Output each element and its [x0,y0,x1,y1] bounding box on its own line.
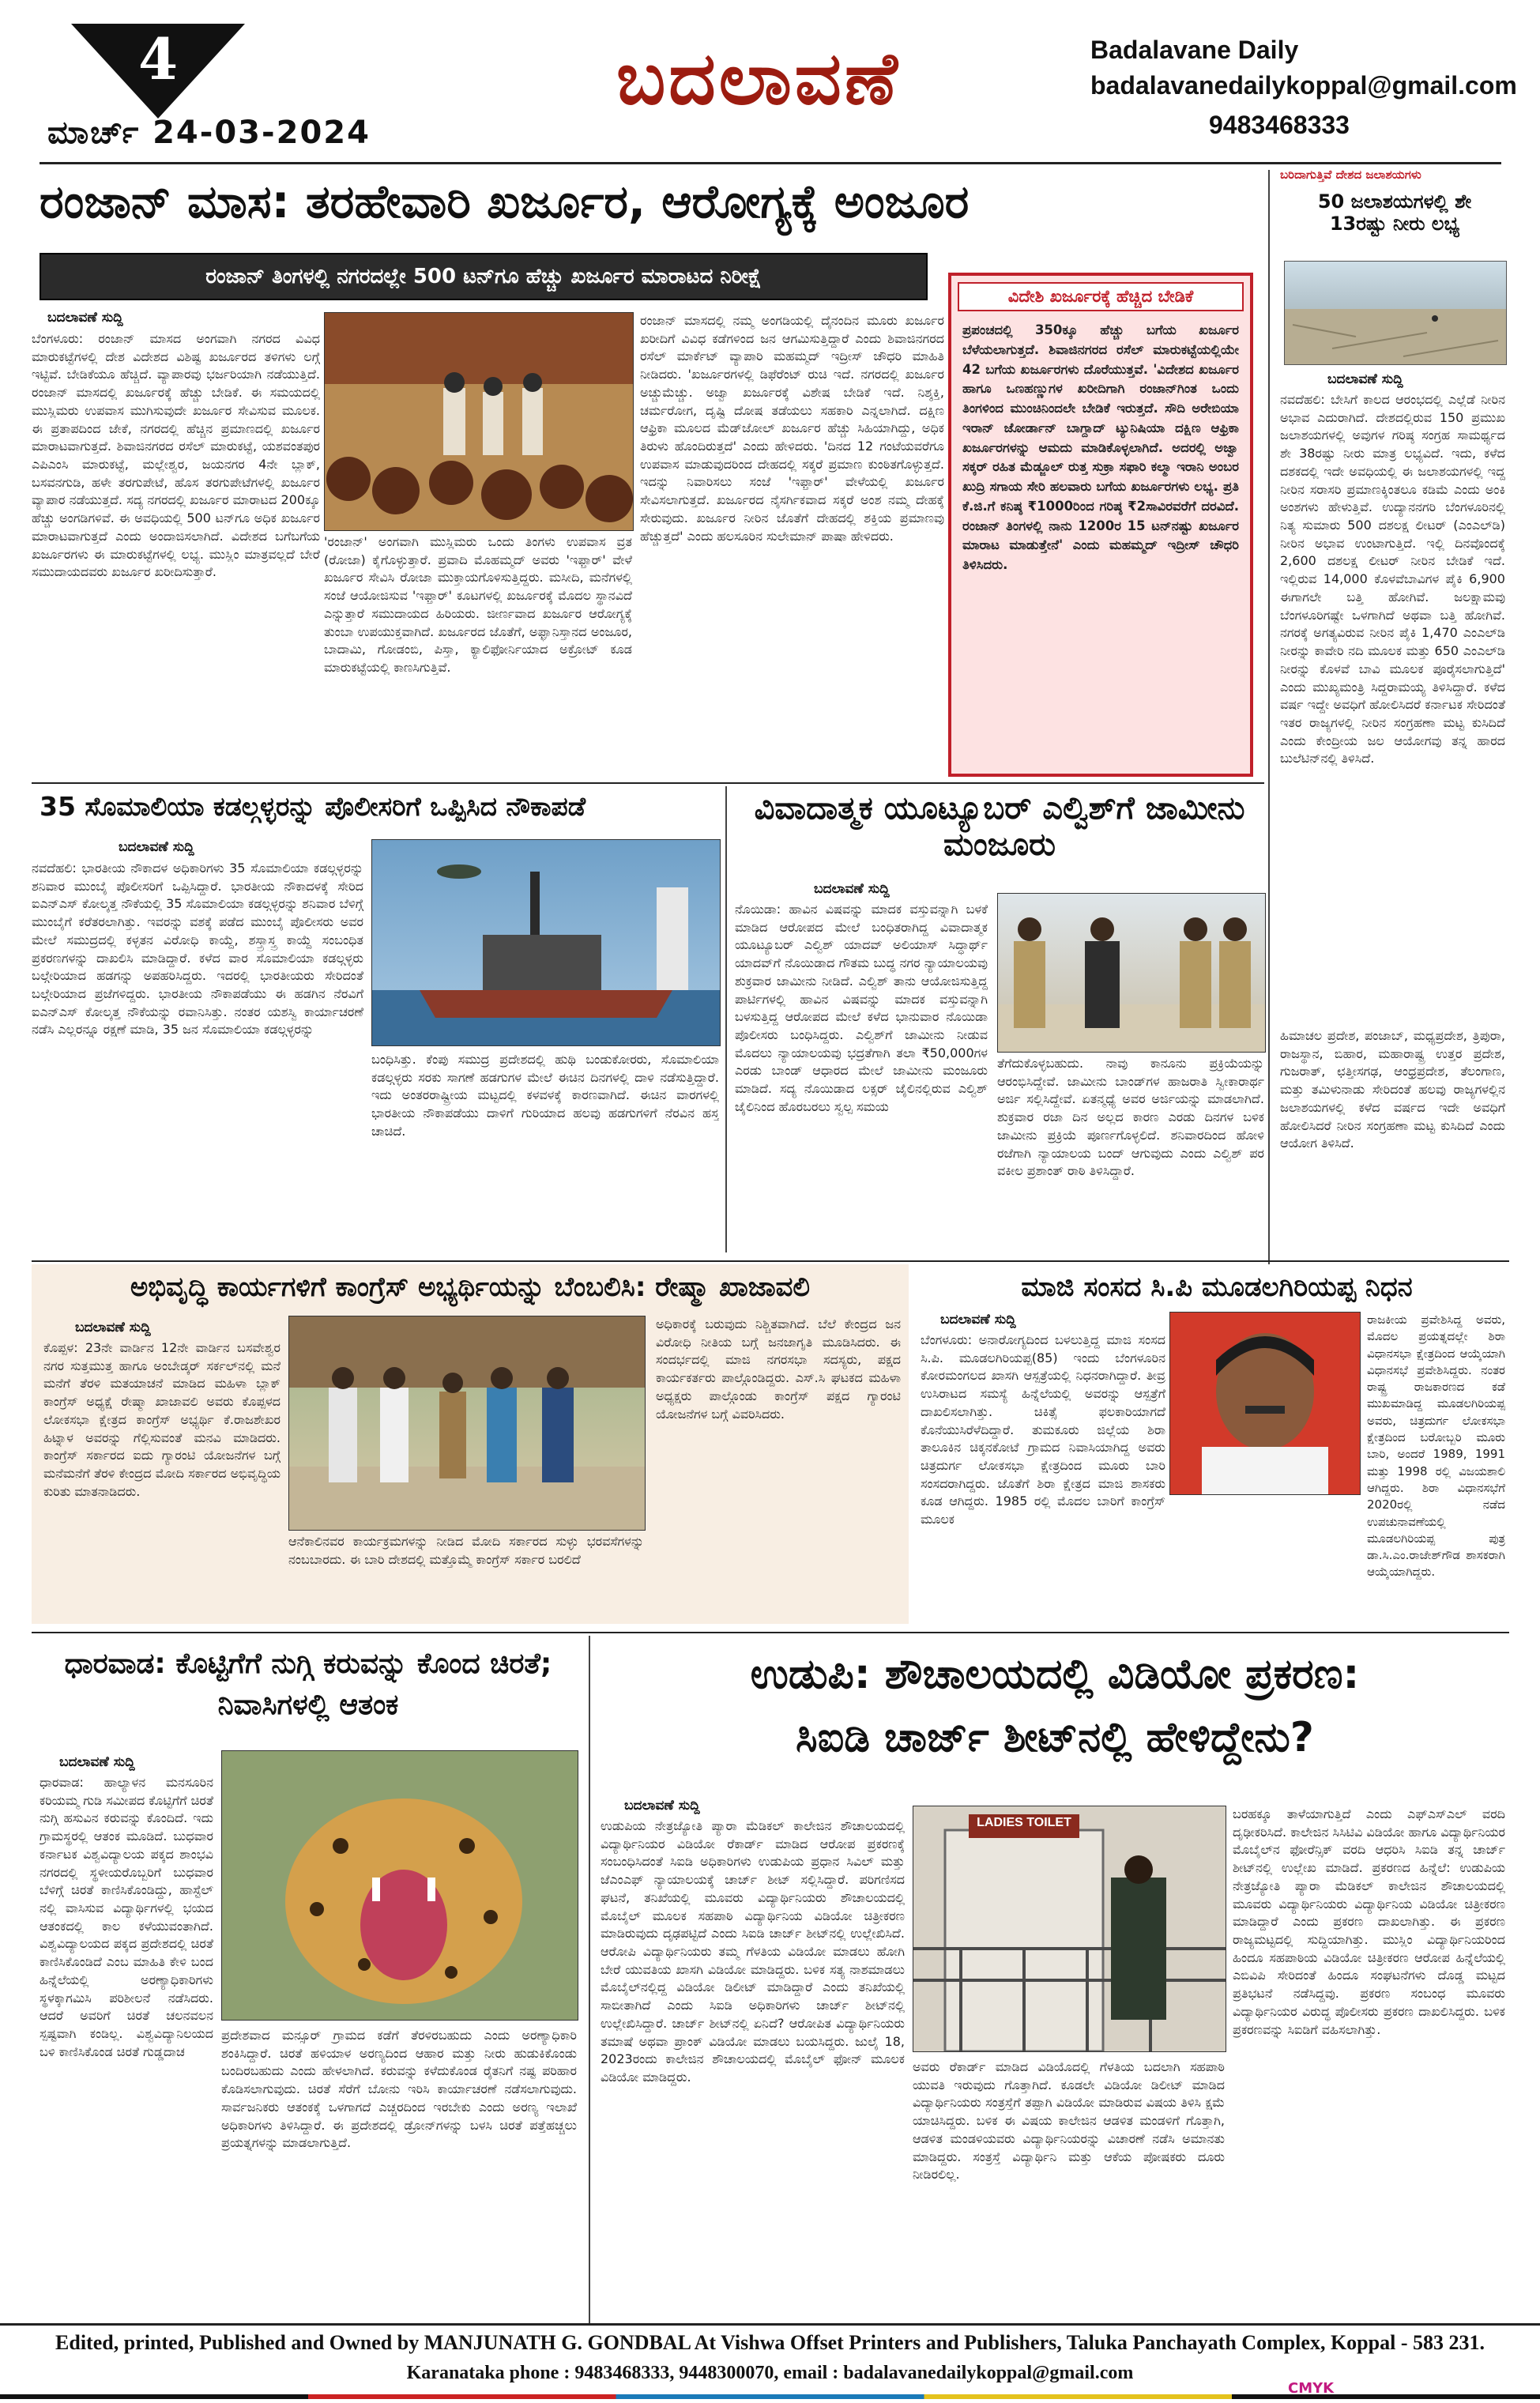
somali-text-1: ನವದೆಹಲಿ: ಭಾರತೀಯ ನೌಕಾದಳ ಅಧಿಕಾರಿಗಳು 35 ಸೊಮಾಲಿಯಾ ಕಡಲ್ಗಳ್ಳರನ್ನು ಶನಿವಾರ ಮುಂಬೈ ಪೊಲೀಸರಿಗೆ ಒಪ್ಪಿಸಿದ್ದಾರೆ. ಭಾರತೀಯ ನೌಕಾದಳಕ್ಕೆ ಸೇರಿದ ಐಎನ್ಎಸ್ ಕೋಲ್ಕತ್ತ ನೌಕೆಯಲ್ಲಿ 35 ಸೊಮಾಲಿಯಾ ಕಡಲ್ಗಳ್ಳರನ್ನು ಶನಿವಾರ ಬೆಳಿಗ್ಗೆ ಮುಂಬೈಗೆ ಕರೆತರಲಾಗಿತ್ತು. ಇವರನ್ನು ವಶಕ್ಕೆ ಪಡೆದ ಮುಂಬೈ ಪೊಲೀಸರು ಅವರ ಮೇಲೆ ಸಮುದ್ರದಲ್ಲಿ ಕಳ್ಳತನ ವಿರೋಧಿ ಕಾಯ್ದೆ, ಶಸ್ತ್ರಾಸ್ತ್ರ ಕಾಯ್ದೆ ಸಂಬಂಧಿತ ಪ್ರಕರಣಗಳನ್ನು ದಾಖಲಿಸಿ ಮಾಡಿದ್ದಾರೆ. ಕಳೆದ ವಾರ ಸೊಮಾಲಿಯಾ ಕಡಲ್ಗಳ್ಳರು ಬಲ್ಗೇರಿಯಾದ ಹಡಗನ್ನು ಅಪಹರಿಸಿದ್ದರು. ಇದರಲ್ಲಿ ಭಾರತೀಯರು ಸೇರಿದಂತೆ ಬಲ್ಗೇರಿಯಾದ ಪ್ರಜೆಗಳಿದ್ದರು. ಭಾರತೀಯ ನೌಕಾಪಡೆಯು ಈ ಹಡಗಿನ ನೆರವಿಗೆ ಐಎನ್ಎಸ್ ಕೋಲ್ಕತ್ತ ನೌಕೆಯನ್ನು ರವಾನಿಸಿತ್ತು. ನಂತರ ಯಶಸ್ವಿ ಕಾರ್ಯಾಚರಣೆ ನಡೆಸಿ ಎಲ್ಲರನ್ನೂ ರಕ್ಷಣೆ ಮಾಡಿ, 35 ಜನ ಸೊಮಾಲಿಯಾ ಕಡಲ್ಗಳ್ಳರನ್ನು [32,861,363,1038]
somali-text-2: ಬಂಧಿಸಿತ್ತು. ಕೆಂಪು ಸಮುದ್ರ ಪ್ರದೇಶದಲ್ಲಿ ಹುಥಿ ಬಂಡುಕೋರರು, ಸೊಮಾಲಿಯಾ ಕಡಲ್ಗಳ್ಳರು ಸರಕು ಸಾಗಣೆ ಹಡಗುಗಳ ಮೇಲೆ ಈಚಿನ ದಿನಗಳಲ್ಲಿ ದಾಳಿ ನಡೆಸುತ್ತಿದ್ದಾರೆ. ಇದು ಅಂತರರಾಷ್ಟ್ರೀಯ ಮಟ್ಟದಲ್ಲಿ ಕಳವಳಕ್ಕೆ ಕಾರಣವಾಗಿದೆ. ಈಚಿನ ವಾರಗಳಲ್ಲಿ ಭಾರತೀಯ ನೌಕಾಪಡೆಯು ದಾಳಿಗೆ ಗುರಿಯಾದ ಹಲವು ಹಡಗುಗಳಿಗೆ ನೆರವಿನ ಹಸ್ತ ಚಾಚಿದೆ. [371,1052,719,1139]
masthead-rule [40,162,1501,164]
lead-text-col3: ರಂಜಾನ್ ಮಾಸದಲ್ಲಿ ನಮ್ಮ ಅಂಗಡಿಯಲ್ಲಿ ದೈನಂದಿನ ಮೂರು ಖರ್ಜೂರ ಖರೀದಿಗೆ ವಿವಿಧ ಕಡೆಗಳಿಂದ ಜನ ಆಗಮಿಸುತ್ತಿದ್ದಾರೆ ಎಂದು ಶಿವಾಜಿನಗರದ ರಸೆಲ್ ಮಾರ್ಕೆಟ್ ವ್ಯಾಪಾರಿ ಮಹಮ್ಮದ್ ಇದ್ರೀಸ್ ಚೌಧರಿ ಮಾಹಿತಿ ನೀಡಿದರು. 'ಖರ್ಜೂರಗಳಲ್ಲಿ ಡಿಫೆರೆಂಟ್ ರುಚಿ ಇದೆ. ನಗರದಲ್ಲಿ ಖರ್ಜೂರ ಅಚ್ಚುಮೆಚ್ಚು. ಅಜ್ವಾ ಖರ್ಜೂರಕ್ಕೆ ವಿಶೇಷ ಬೇಡಿಕೆ ಇದೆ. ನಿಶ್ಶಕ್ತಿ, ಚರ್ಮರೋಗ, ದೃಷ್ಟಿ ದೋಷ ತಡೆಯಲು ಸಹಕಾರಿ ಎನ್ನಲಾಗಿದೆ. ದಕ್ಷಿಣ ಆಫ್ರಿಕಾ ಮೂಲದ ಮೆಡ್‌ಜೋಲ್ ಖರ್ಜೂರ ಹೆಚ್ಚು ಸಿಹಿಯಾಗಿದ್ದು, ಅಧಿಕ ತಿರುಳು ಹೊಂದಿರುತ್ತದೆ' ಎಂದು ಹೇಳಿದರು. 'ದಿನದ 12 ಗಂಟೆಯವರೆಗೂ ಉಪವಾಸ ಮಾಡುವುದರಿಂದ ದೇಹದಲ್ಲಿ ಸಕ್ಕರೆ ಪ್ರಮಾಣ ಕುಂಠಿತಗೊಳ್ಳುತ್ತದೆ. ಇದನ್ನು ನಿವಾರಿಸಲು ಸಂಜೆ 'ಇಫ್ತಾರ್' ವೇಳೆಯಲ್ಲಿ ಖರ್ಜೂರ ಸೇವಿಸಲಾಗುತ್ತದೆ. ಖರ್ಜೂರದ ನೈಸರ್ಗಿಕವಾದ ಸಕ್ಕರೆ ಅಂಶ ನಮ್ಮ ದೇಹಕ್ಕೆ ಸೇರುವುದು. ಖರ್ಜೂರ ನೀರಿನ ಜೊತೆಗೆ ದೇಹದಲ್ಲಿ ಶಕ್ತಿಯ ಪ್ರಮಾಣವು ಹೆಚ್ಚುತ್ತದೆ' ಎಂದು ಹಲಸೂರಿನ ಸುಲೇಮಾನ್ ಪಾಷಾ ಹೇಳಿದರು. [640,313,944,544]
congress-headline: ಅಭಿವೃದ್ಧಿ ಕಾರ್ಯಗಳಿಗೆ ಕಾಂಗ್ರೆಸ್ ಅಭ್ಯರ್ಥಿಯನ್ನು ಬೆಂಬಲಿಸಿ: ರೇಷ್ಮಾ ಖಾಜಾವಲಿ [130,1271,811,1303]
police-escort-illustration [998,894,1265,1052]
udupi-headline-1: ಉಡುಪಿ: ಶೌಚಾಲಯದಲ್ಲಿ ವಿಡಿಯೋ ಪ್ರಕರಣ: [750,1651,1360,1698]
right-text-1: ನವದೆಹಲಿ: ಬೇಸಿಗೆ ಕಾಲದ ಆರಂಭದಲ್ಲಿ ಎಲ್ಲೆಡೆ ನೀರಿನ ಅಭಾವ ಎದುರಾಗಿದೆ. ದೇಶದಲ್ಲಿರುವ 150 ಪ್ರಮುಖ ಜಲಾಶಯಗಳಲ್ಲಿ ಅವುಗಳ ಗರಿಷ್ಠ ಸಂಗ್ರಹ ಸಾಮರ್ಥ್ಯದ ಶೇ 38ರಷ್ಟು ನೀರು ಮಾತ್ರ ಲಭ್ಯವಿದೆ. ಇದು, ಕಳೆದ ದಶಕದಲ್ಲಿ ಇದೇ ಅವಧಿಯಲ್ಲಿ ಈ ಜಲಾಶಯಗಳಲ್ಲಿ ಇದ್ದ ನೀರಿನ ಸರಾಸರಿ ಪ್ರಮಾಣಕ್ಕಿಂತಲೂ ಕಡಿಮೆ ಎಂದು ಅಂಕಿ ಅಂಶಗಳು ಹೇಳುತ್ತಿವೆ. ಉದ್ಯಾನನಗರಿ ಬೆಂಗಳೂರಿನಲ್ಲಿ ನಿತ್ಯ ಸುಮಾರು 500 ದಶಲಕ್ಷ ಲೀಟರ್ (ಎಂಎಲ್‌ಡಿ) ನೀರಿನ ಅಭಾವ ಉಂಟಾಗುತ್ತಿದೆ. ಇಲ್ಲಿ ದಿನವೊಂದಕ್ಕೆ 2,600 ದಶಲಕ್ಷ ಲೀಟರ್ ನೀರಿನ ಬೇಡಿಕೆ ಇದೆ. ಇಲ್ಲಿರುವ 14,000 ಕೊಳವೆಬಾವಿಗಳ ಪೈಕಿ 6,900 ಈಗಾಗಲೇ ಬತ್ತಿ ಹೋಗಿವೆ. ಜಲಕ್ಷಾಮವು ಬೆಂಗಳೂರಿಗಷ್ಟೇ ಒಳಗಾಗಿದೆ ಅಥವಾ ಬತ್ತಿ ಹೋಗಿವೆ. ನಗರಕ್ಕೆ ಅಗತ್ಯವಿರುವ ನೀರಿನ ಪೈಕಿ 1,470 ಎಂಎಲ್‌ಡಿ ನೀರನ್ನು ಕಾವೇರಿ ನದಿ ಮೂಲಕ ಮತ್ತು 650 ಎಂಎಲ್‌ಡಿ ನೀರನ್ನು ಕೊಳವೆ ಬಾವಿ ಮೂಲಕ ಪೂರೈಸಲಾಗುತ್ತಿದೆ' ಎಂದು ಮುಖ್ಯಮಂತ್ರಿ ಸಿದ್ದರಾಮಯ್ಯ ತಿಳಿಸಿದ್ದಾರೆ. ಕಳೆದ ವರ್ಷ ಇದ್ದೇ ಅವಧಿಗೆ ಹೋಲಿಸಿದರೆ ಕರ್ನಾಟಕ ಸೇರಿದಂತೆ ಇತರ ರಾಜ್ಯಗಳಲ್ಲಿ ನೀರಿನ ಸಂಗ್ರಹಣಾ ಮಟ್ಟ ಕುಸಿದಿದೆ ಎಂದು ಕೇಂದ್ರೀಯ ಜಲ ಆಯೋಗವು ತನ್ನ ಹಾರದ ಬುಲೆಟಿನ್‌ನಲ್ಲಿ ತಿಳಿಸಿದೆ. [1280,392,1505,766]
right-text-2: ಹಿಮಾಚಲ ಪ್ರದೇಶ, ಪಂಜಾಬ್, ಮಧ್ಯಪ್ರದೇಶ, ತ್ರಿಪುರಾ, ರಾಜಸ್ಥಾನ, ಬಿಹಾರ, ಮಹಾರಾಷ್ಟ್ರ ಉತ್ತರ ಪ್ರದೇಶ, ಗುಜರಾತ್, ಛತ್ತೀಸಗಢ, ಆಂಧ್ರಪ್ರದೇಶ, ತೆಲಂಗಾಣ, ಮತ್ತು ತಮಿಳುನಾಡು ಸೇರಿದಂತೆ ಹಲವು ರಾಜ್ಯಗಳಲ್ಲಿನ ಜಲಾಶಯಗಳಲ್ಲಿ ಕಳೆದ ವರ್ಷದ ಇದೇ ಅವಧಿಗೆ ಹೋಲಿಸಿದರೆ ನೀರಿನ ಸಂಗ್ರಹಣಾ ಮಟ್ಟ ಕುಸಿದಿದೆ ಎಂದು ಆಯೋಗ ತಿಳಿಸಿದೆ. [1280,1028,1505,1151]
lead-text-col1: ಬೆಂಗಳೂರು: ರಂಜಾನ್ ಮಾಸದ ಅಂಗವಾಗಿ ನಗರದ ವಿವಿಧ ಮಾರುಕಟ್ಟೆಗಳಲ್ಲಿ ದೇಶ ವಿದೇಶದ ವಿಶಿಷ್ಟ ಖರ್ಜೂರದ ತಳಿಗಳು ಲಗ್ಗೆ ಇಟ್ಟಿವೆ. ಬೇಡಿಕೆಯೂ ಹೆಚ್ಚಿದೆ. ವ್ಯಾಪಾರವು ಭರ್ಜರಿಯಾಗಿ ನಡೆಯುತ್ತಿದೆ. ರಂಜಾನ್ ಮಾಸದಲ್ಲಿ ಖರ್ಜೂರಕ್ಕೆ ಹೆಚ್ಚು ಬೇಡಿಕೆ. ಈ ಸಮಯದಲ್ಲಿ ಮುಸ್ಲಿಮರು ಉಪವಾಸ ಮುಗಿಸುವುದೇ ಖರ್ಜೂರ ಸೇವಿಸುವ ಮೂಲಕ. ಈ ಪ್ರತಾಪದಿಂದ ಜೇಕೆ, ನಗರದಲ್ಲಿ ಹೆಚ್ಚಿನ ಪ್ರಮಾಣದಲ್ಲಿ ಖರ್ಜೂರ ಮಾರಾಟವಾಗುತ್ತದೆ. ಶಿವಾಜಿನಗರದ ರಸೆಲ್ ಮಾರುಕಟ್ಟೆ, ಯಶವಂತಪುರ ಎಪಿಎಂಸಿ ಮಾರುಕಟ್ಟೆ, ಮಲ್ಲೇಶ್ವರ, ಜಯನಗರ 4ನೇ ಬ್ಲಾಕ್, ಬಸವನಗುಡಿ, ಹಳೇ ತರಗುಪೇಟೆ, ಹೊಸ ತರಗುಪೇಟೆಗಳಲ್ಲಿ ಖರ್ಜೂರ ವ್ಯಾಪಾರ ನಡೆಯುತ್ತದೆ. ಸದ್ಯ ನಗರದಲ್ಲಿ ಖರ್ಜೂರ ಮಾರಾಟದ 200ಕ್ಕೂ ಹೆಚ್ಚು ಅಂಗಡಿಗಳಿವೆ. ಈ ಅವಧಿಯಲ್ಲಿ 500 ಟನ್‌ಗೂ ಅಧಿಕ ಖರ್ಜೂರ ಮಾರಾಟವಾಗುತ್ತದೆ ಎಂದು ಅಂದಾಜಿಸಲಾಗಿದೆ. ವಿದೇಶದ ಬಗೆಬಗೆಯ ಖರ್ಜೂರಗಳು ಈ ಮಾರುಕಟ್ಟೆಗಳಲ್ಲಿ ಲಭ್ಯ. ಮುಸ್ಲಿಂ ಮಾತ್ರವಲ್ಲದೆ ಬೇರೆ ಸಮುದಾಯದವರು ಖರ್ಜೂರ ಖರೀದಿಸುತ್ತಾರೆ. [32,331,320,580]
congress-byline: ಬದಲಾವಣೆ ಸುದ್ದಿ [75,1320,151,1335]
udupi-text-3: ಬರಹಕ್ಕೂ ತಾಳೆಯಾಗುತ್ತಿದೆ ಎಂದು ಎಫ್ಎಸ್ಎಲ್ ವರದಿ ದೃಢೀಕರಿಸಿದೆ. ಕಾಲೇಜಿನ ಸಿಸಿಟಿವಿ ವಿಡಿಯೋ ಹಾಗೂ ವಿದ್ಯಾರ್ಥಿನಿಯರ ಮೊಬೈಲ್‌ನ ಫೋರೆನ್ಸಿಕ್ ವರದಿ ಆಧರಿಸಿ ಸಿಐಡಿ ತನ್ನ ಚಾರ್ಜ್ ಶೀಟ್‌ನಲ್ಲಿ ಉಲ್ಲೇಖ ಮಾಡಿದೆ. ಪ್ರಕರಣದ ಹಿನ್ನೆಲೆ: ಉಡುಪಿಯ ನೇತ್ರಜ್ಯೋತಿ ಪ್ಯಾರಾ ಮೆಡಿಕಲ್ ಕಾಲೇಜಿನ ಶೌಚಾಲಯದಲ್ಲಿ ಮೂವರು ವಿದ್ಯಾರ್ಥಿನಿಯರು ವಿದ್ಯಾರ್ಥಿನಿಯ ವಿಡಿಯೋ ಚಿತ್ರೀಕರಣ ಮಾಡಿದ್ದಾರೆ ಎಂದು ಪ್ರಕರಣ ದಾಖಲಾಗಿತ್ತು. ಈ ಪ್ರಕರಣ ರಾಜ್ಯಮಟ್ಟದಲ್ಲಿ ಸುದ್ದಿಯಾಗಿತ್ತು. ಮುಸ್ಲಿಂ ವಿದ್ಯಾರ್ಥಿನಿಯರಿಂದ ಹಿಂದೂ ಸಹಪಾಠಿಯ ವಿಡಿಯೋ ಚಿತ್ರೀಕರಣ ಆರೋಪ ಹಿನ್ನೆಲೆಯಲ್ಲಿ ಎಬಿವಿಪಿ ಸೇರಿದಂತೆ ಹಿಂದೂ ಸಂಘಟನೆಗಳು ದೊಡ್ಡ ಮಟ್ಟದ ಪ್ರತಿಭಟನೆ ನಡೆಸಿದ್ದವು. ಪ್ರಕರಣ ಸಂಬಂಧ ಮೂವರು ವಿದ್ಯಾರ್ಥಿನಿಯರ ವಿರುದ್ಧ ಪೊಲೀಸರು ಪ್ರಕರಣ ದಾಖಲಿಸಿದ್ದರು. ಬಳಿಕ ಪ್ರಕರಣವನ್ನು ಸಿಐಡಿಗೆ ವಹಿಸಲಾಗಿತ್ತು. [1233,1806,1505,2037]
campaign-photo [288,1316,646,1531]
leopard-byline: ಬದಲಾವಣೆ ಸುದ್ದಿ [59,1754,135,1770]
contact-email[interactable]: badalavanedailykoppal@gmail.com [1090,71,1517,100]
dates-market-photo [324,312,634,531]
dry-reservoir-illustration [1285,262,1506,364]
row2-rule [32,782,1264,784]
udupi-byline: ಬದಲಾವಣೆ ಸುದ್ದಿ [624,1798,700,1814]
contact-phone: 9483468333 [1209,111,1350,139]
obituary-text-2: ರಾಜಕೀಯ ಪ್ರವೇಶಿಸಿದ್ದ ಅವರು, ಮೊದಲ ಪ್ರಯತ್ನದಲ್ಲೇ ಶಿರಾ ವಿಧಾನಸಭಾ ಕ್ಷೇತ್ರದಿಂದ ಆಯ್ಕೆಯಾಗಿ ವಿಧಾನಸಭೆ ಪ್ರವೇಶಿಸಿದ್ದರು. ನಂತರ ರಾಷ್ಟ್ರ ರಾಜಕಾರಣದ ಕಡೆ ಮುಖಮಾಡಿದ್ದ ಮೂಡಲಗಿರಿಯಪ್ಪ ಅವರು, ಚಿತ್ರದುರ್ಗ ಲೋಕಸಭಾ ಕ್ಷೇತ್ರದಿಂದ ಬರೋಬ್ಬರಿ ಮೂರು ಬಾರಿ, ಅಂದರೆ 1989, 1991 ಮತ್ತು 1998 ರಲ್ಲಿ ವಿಜಯಶಾಲಿ ಆಗಿದ್ದರು. ಶಿರಾ ವಿಧಾನಸಭೆಗೆ 2020ರಲ್ಲಿ ನಡೆದ ಉಪಚುನಾವಣೆಯಲ್ಲಿ ಮೂಡಲಗಿರಿಯಪ್ಪ ಪುತ್ರ ಡಾ.ಸಿ.ಎಂ.ರಾಜೇಶ್‌ಗೌಡ ಶಾಸಕರಾಗಿ ಆಯ್ಕೆಯಾಗಿದ್ದರು. [1367,1313,1505,1580]
congress-text-3: ಅಧಿಕಾರಕ್ಕೆ ಬರುವುದು ನಿಶ್ಚಿತವಾಗಿದೆ. ಬೆಲೆ ಕೇಂದ್ರದ ಜನ ವಿರೋಧಿ ನೀತಿಯ ಬಗ್ಗೆ ಜನಜಾಗೃತಿ ಮೂಡಿಸಿದರು. ಈ ಸಂದರ್ಭದಲ್ಲಿ ಮಾಜಿ ನಗರಸಭಾ ಸದಸ್ಯರು, ಪಕ್ಷದ ಕಾರ್ಯಕರ್ತರು ಪಾಲ್ಗೊಂಡಿದ್ದರು. ಎಸ್.ಸಿ ಘಟಕದ ಮಹಿಳಾ ಅಧ್ಯಕ್ಷರು ಪಾಲ್ಗೊಂಡು ಕಾಂಗ್ರೆಸ್ ಪಕ್ಷದ ಗ್ಯಾರಂಟಿ ಯೋಜನೆಗಳ ಬಗ್ಗೆ ವಿವರಿಸಿದರು. [656,1316,901,1422]
imprint-contact: Karanataka phone : 9483468333, 9448300070, email : badalavanedailykoppal@gmail.com [406,2363,1134,2383]
elvish-photo [997,893,1266,1053]
contact-title: Badalavane Daily [1090,36,1299,64]
ladies-toilet-sign: LADIES TOILET [977,1816,1071,1829]
lead-headline: ರಂಜಾನ್ ಮಾಸ: ತರಹೇವಾರಿ ಖರ್ಜೂರ, ಆರೋಗ್ಯಕ್ಕೆ ಅಂಜೂರ [40,175,970,228]
reservoir-photo [1284,261,1507,365]
navy-ship-photo [371,839,721,1046]
obituary-byline: ಬದಲಾವಣೆ ಸುದ್ದಿ [940,1312,1016,1328]
leopard-photo [221,1750,578,2021]
lead-text-col2: 'ರಂಜಾನ್' ಅಂಗವಾಗಿ ಮುಸ್ಲಿಮರು ಒಂದು ತಿಂಗಳು ಉಪವಾಸ ವ್ರತ (ರೋಜಾ) ಕೈಗೊಳ್ಳುತ್ತಾರೆ. ಪ್ರವಾದಿ ಮೊಹಮ್ಮದ್ ಅವರು 'ಇಫ್ತಾರ್' ವೇಳೆ ಖರ್ಜೂರ ಸೇವಿಸಿ ರೋಜಾ ಮುಕ್ತಾಯಗೊಳಿಸುತ್ತಿದ್ದರು. ಮಸೀದಿ, ಮನೆಗಳಲ್ಲಿ ಸಂಜೆ ಆಯೋಜಿಸುವ 'ಇಫ್ತಾರ್' ಕೂಟಗಳಲ್ಲಿ ಖರ್ಜೂರಕ್ಕೆ ಮೊದಲ ಸ್ಥಾನವಿದೆ ಎನ್ನುತ್ತಾರೆ ಸಮುದಾಯದ ಹಿರಿಯರು. ಜೀರ್ಣವಾದ ಖರ್ಜೂರ ಆರೋಗ್ಯಕ್ಕೆ ತುಂಬಾ ಉಪಯುಕ್ತವಾಗಿದೆ. ಖರ್ಜೂರದ ಜೊತೆಗೆ, ಅಫ್ಘಾನಿಸ್ತಾನದ ಅಂಜೂರ, ಬಾದಾಮಿ, ಗೋಡಂಬಿ, ಪಿಸ್ತಾ, ಕ್ಯಾಲಿಫೋರ್ನಿಯಾದ ಅಕ್ರೋಟ್ ಕೂಡ ಮಾರುಕಟ್ಟೆಯಲ್ಲಿ ಕಾಣಸಿಗುತ್ತಿವೆ. [324,534,632,676]
right-column-rule [1268,170,1270,1264]
right-headline: 50 ಜಲಾಶಯಗಳಲ್ಲಿ ಶೇ 13ರಷ್ಟು ನೀರು ಲಭ್ಯ [1317,190,1472,235]
right-kicker: ಬರಿದಾಗುತ್ತಿವೆ ದೇಶದ ಜಲಾಶಯಗಳು [1280,168,1421,182]
leopard-headline: ಧಾರವಾಡ: ಕೊಟ್ಟಿಗೆಗೆ ನುಗ್ಗಿ ಕರುವನ್ನು ಕೊಂದ ಚಿರತೆ; ನಿವಾಸಿಗಳಲ್ಲಿ ಆತಂಕ [64,1648,552,1722]
udupi-headline-2: ಸಿಐಡಿ ಚಾರ್ಜ್ ಶೀಟ್‌ನಲ್ಲಿ ಹೇಳಿದ್ದೇನು? [796,1714,1314,1761]
row2-col-rule [725,786,727,1252]
congress-text-1: ಕೊಪ್ಪಳ: 23ನೇ ವಾರ್ಡಿನ 12ನೇ ವಾರ್ಡಿನ ಬಸವೇಶ್ವರ ನಗರ ಸುತ್ತಮುತ್ತ ಹಾಗೂ ಅಂಬೇಡ್ಕರ್ ಸರ್ಕಲ್‌ನಲ್ಲಿ ಮನೆ ಮನೆಗೆ ತೆರಳಿ ಮತಯಾಚನೆ ಮಾಡಿದ ಮಹಿಳಾ ಬ್ಲಾಕ್ ಕಾಂಗ್ರೆಸ್ ಅಧ್ಯಕ್ಷೆ ರೇಷ್ಮಾ ಖಾಜಾವಲಿ ಅವರು ಕೊಪ್ಪಳದ ಲೋಕಸಭಾ ಕ್ಷೇತ್ರದ ಕಾಂಗ್ರೆಸ್ ಅಭ್ಯರ್ಥಿ ಕೆ.ರಾಜಶೇಖರ ಹಿಟ್ನಾಳ ಅವರನ್ನು ಗೆಲ್ಲಿಸುವಂತೆ ಮನವಿ ಮಾಡಿದರು. ಕಾಂಗ್ರೆಸ್ ಸರ್ಕಾರದ ಐದು ಗ್ಯಾರಂಟಿ ಯೋಜನೆಗಳ ಬಗ್ಗೆ ಮನೆಮನೆಗೆ ತೆರಳಿ ಕೇಂದ್ರದ ಮೋದಿ ಸರ್ಕಾರದ ಅಭಿವೃದ್ಧಿಯ ಕುರಿತು ಮಾತನಾಡಿದರು. [43,1340,281,1499]
page-number: 4 [137,25,179,92]
elvish-byline: ಬದಲಾವಣೆ ಸುದ್ದಿ [814,881,890,897]
leopard-text-1: ಧಾರವಾಡ: ಹಾಲ್ಯಾಳನ ಮನಸೂರಿನ ಕರಿಯಮ್ಮ ಗುಡಿ ಸಮೀಪದ ಕೊಟ್ಟಿಗೆಗೆ ಚಿರತೆ ನುಗ್ಗಿ ಹಸುವಿನ ಕರುವನ್ನು ಕೊಂದಿದೆ. ಇದು ಗ್ರಾಮಸ್ಥರಲ್ಲಿ ಆತಂಕ ಮೂಡಿದೆ. ಬುಧವಾರ ಕರ್ನಾಟಕ ವಿಶ್ವವಿದ್ಯಾಲಯ ಪಕ್ಕದ ಶಾಂಭವಿ ನಗರದಲ್ಲಿ ಸ್ಥಳೀಯರೊಬ್ಬರಿಗೆ ಬುಧವಾರ ಬೆಳಿಗ್ಗೆ ಚಿರತೆ ಕಾಣಿಸಿಕೊಂಡಿದ್ದು, ಹಾಸ್ಟೆಲ್ ನಲ್ಲಿ ವಾಸಿಸುವ ವಿದ್ಯಾರ್ಥಿಗಳಲ್ಲಿ ಭಯದ ಆತಂಕದಲ್ಲಿ ಕಾಲ ಕಳೆಯುವಂತಾಗಿದೆ. ವಿಶ್ವವಿದ್ಯಾಲಯದ ಪಕ್ಕದ ಪ್ರದೇಶದಲ್ಲಿ ಚಿರತೆ ಕಾಣಿಸಿಕೊಂಡಿದೆ ಎಂಬ ಮಾಹಿತಿ ಕೇಳಿ ಬಂದ ಹಿನ್ನೆಲೆಯಲ್ಲಿ ಅರಣ್ಯಾಧಿಕಾರಿಗಳು ಸ್ಥಳಕ್ಕಾಗಮಿಸಿ ಪರಿಶೀಲನೆ ನಡೆಸಿದರು. ಆದರೆ ಅವರಿಗೆ ಚಿರತೆ ಚಲನವಲನ ಸ್ಪಷ್ಟವಾಗಿ ಕಂಡಿಲ್ಲ. ವಿಶ್ವವಿದ್ಯಾನಿಲಯದ ಬಳಿ ಕಾಣಿಸಿಕೊಂಡ ಚಿರತೆ ಗುಡ್ಡದಾಚ [40,1775,213,2059]
footer-rule [0,2323,1540,2326]
college-corridor-illustration [913,1806,1226,2051]
sidebar-text: ಪ್ರಪಂಚದಲ್ಲಿ 350ಕ್ಕೂ ಹೆಚ್ಚು ಬಗೆಯ ಖರ್ಜೂರ ಬೆಳೆಯಲಾಗುತ್ತದೆ. ಶಿವಾಜಿನಗರದ ರಸೆಲ್ ಮಾರುಕಟ್ಟೆಯಲ್ಲಿಯೇ 42 ಬಗೆಯ ಖರ್ಜೂರಗಳು ದೊರೆಯುತ್ತವೆ. 'ವಿದೇಶದ ಖರ್ಜೂರ ಹಾಗೂ ಒಣಹಣ್ಣುಗಳ ಖರೀದಿಗಾಗಿ ರಂಜಾನ್‌ಗಿಂತ ಒಂದು ತಿಂಗಳಿಂದ ಮುಂಚಿನಿಂದಲೇ ಬೇಡಿಕೆ ಇರುತ್ತದೆ. ಸೌದಿ ಅರೇಬಿಯಾ ಇರಾನ್ ಜೋರ್ಡಾನ್ ಬಾಗ್ದಾದ್ ಟ್ಯುನಿಷಿಯಾ ದಕ್ಷಿಣ ಆಫ್ರಿಕಾ ಖರ್ಜೂರಗಳನ್ನು ಆಮದು ಮಾಡಿಕೊಳ್ಳಲಾಗಿದೆ. ಅದರಲ್ಲಿ ಅಜ್ವಾ ಸಕ್ಕರ್ ರಹಿತ ಮೆಡ್ಜೂಲ್ ರುತ್ತ ಸುಕ್ರಾ ಸಫಾರಿ ಕಲ್ಮಾ ಇರಾನಿ ಅಂಬರ ಖುದ್ರಿ ಸಗಾಯ ಸೇರಿ ಹಲವಾರು ಬಗೆಯ ಖರ್ಜೂರಗಳು ಲಭ್ಯ. ಪ್ರತಿ ಕೆ.ಜಿ.ಗೆ ಕನಿಷ್ಠ ₹1000ರಿಂದ ಗರಿಷ್ಠ ₹2ಸಾವಿರವರೆಗೆ ದರವಿದೆ. ರಂಜಾನ್ ತಿಂಗಳಲ್ಲಿ ನಾನು 1200ರ 15 ಟನ್‌ನಷ್ಟು ಖರ್ಜೂರ ಮಾರಾಟ ಮಾಡುತ್ತೇನೆ' ಎಂದು ಮಹಮ್ಮದ್ ಇದ್ರೀಸ್ ಚೌಧರಿ ತಿಳಿಸಿದರು. [962,322,1239,572]
ship-illustration [372,840,720,1045]
row4-col-rule [589,1636,590,2323]
udupi-text-1: ಉಡುಪಿಯ ನೇತ್ರಜ್ಯೋತಿ ಪ್ಯಾರಾ ಮೆಡಿಕಲ್ ಕಾಲೇಜಿನ ಶೌಚಾಲಯದಲ್ಲಿ ವಿದ್ಯಾರ್ಥಿನಿಯರ ವಿಡಿಯೋ ರೆಕಾರ್ಡ್ ಮಾಡಿದ ಆರೋಪ ಪ್ರಕರಣಕ್ಕೆ ಸಂಬಂಧಿಸಿದಂತೆ ಸಿಐಡಿ ಅಧಿಕಾರಿಗಳು ಉಡುಪಿಯ ಪ್ರಧಾನ ಸಿವಿಲ್ ಮತ್ತು ಜೆಎಂಎಫ್ ನ್ಯಾಯಾಲಯಕ್ಕೆ ಚಾರ್ಜ್ ಶೀಟ್ ಸಲ್ಲಿಸಿದ್ದಾರೆ. ಪರಿಗಣಿಸದ ಘಟನೆ, ತನಿಖೆಯಲ್ಲಿ ಮೂವರು ವಿದ್ಯಾರ್ಥಿನಿಯರು ಶೌಚಾಲಯದಲ್ಲಿ ಮೊಬೈಲ್ ಮೂಲಕ ಸಹಪಾಠಿ ವಿದ್ಯಾರ್ಥಿನಿಯ ವಿಡಿಯೋ ಚಿತ್ರೀಕರಣ ಮಾಡಿರುವುದು ದೃಢಪಟ್ಟಿದೆ ಎಂದು ಸಿಐಡಿ ಚಾರ್ಜ್ ಶೀಟ್‌ನಲ್ಲಿ ಉಲ್ಲೇಖಿಸಿದೆ. ಆರೋಪಿ ವಿದ್ಯಾರ್ಥಿನಿಯರು ತಮ್ಮ ಗೆಳತಿಯ ವಿಡಿಯೋ ಮಾಡಲು ಹೋಗಿ ಬೇರೆ ಯುವತಿಯ ಖಾಸಗಿ ವಿಡಿಯೋ ಮಾಡಿದ್ದರು. ಬಳಿಕ ಸತ್ಯ ನಾಶಮಾಡಲು ಮೊಬೈಲ್‌ನಲ್ಲಿದ್ದ ವಿಡಿಯೋ ಡಿಲೀಟ್ ಮಾಡಿದ್ದಾರೆ ಎಂದು ತನಿಖೆಯಲ್ಲಿ ಸಾಬೀತಾಗಿದೆ ಎಂದು ಸಿಐಡಿ ಅಧಿಕಾರಿಗಳು ಚಾರ್ಜ್ ಶೀಟ್‌ನಲ್ಲಿ ಉಲ್ಲೇಖಿಸಿದ್ದಾರೆ. ಚಾರ್ಜ್ ಶೀಟ್‌ನಲ್ಲಿ ಏನಿದೆ? ಆರೋಪಿತ ವಿದ್ಯಾರ್ಥಿನಿಯರು ತಮಾಷೆ ಅಥವಾ ಪ್ರಾಂಕ್ ವಿಡಿಯೋ ಮಾಡಲು ಬಯಸಿದ್ದರು. ಜುಲೈ 18, 2023ರಂದು ಕಾಲೇಜಿನ ಶೌಚಾಲಯದಲ್ಲಿ ಮೊಬೈಲ್ ಫೋನ್ ಮೂಲಕ ವಿಡಿಯೋ ಮಾಡಿದ್ದರು. [601,1818,905,2085]
lead-subhead-bar [40,253,928,300]
obituary-text-1: ಬೆಂಗಳೂರು: ಅನಾರೋಗ್ಯದಿಂದ ಬಳಲುತ್ತಿದ್ದ ಮಾಜಿ ಸಂಸದ ಸಿ.ಪಿ. ಮೂಡಲಗಿರಿಯಪ್ಪ(85) ಇಂದು ಬೆಂಗಳೂರಿನ ಕೋರಮಂಗಲದ ಖಾಸಗಿ ಆಸ್ಪತ್ರೆಯಲ್ಲಿ ನಿಧನರಾಗಿದ್ದಾರೆ. ತೀವ್ರ ಉಸಿರಾಟದ ಸಮಸ್ಯೆ ಹಿನ್ನೆಲೆಯಲ್ಲಿ ಅವರನ್ನು ಆಸ್ಪತ್ರೆಗೆ ದಾಖಲಿಸಲಾಗಿತ್ತು. ಚಿಕಿತ್ಸೆ ಫಲಕಾರಿಯಾಗದೆ ಕೊನೆಯುಸಿರೆಳೆದಿದ್ದಾರೆ. ತುಮಕೂರು ಜಿಲ್ಲೆಯ ಶಿರಾ ತಾಲೂಕಿನ ಚಿಕ್ಕನಕೋಟೆ ಗ್ರಾಮದ ನಿವಾಸಿಯಾಗಿದ್ದ ಅವರು ಚಿತ್ರದುರ್ಗ ಲೋಕಸಭಾ ಕ್ಷೇತ್ರದಿಂದ ಮೂರು ಬಾರಿ ಸಂಸದರಾಗಿದ್ದರು. ಜೊತೆಗೆ ಶಿರಾ ಕ್ಷೇತ್ರದ ಮಾಜಿ ಶಾಸಕರು ಕೂಡ ಆಗಿದ್ದರು. 1985 ರಲ್ಲಿ ಮೊದಲ ಬಾರಿಗೆ ಕಾಂಗ್ರೆಸ್ ಮೂಲಕ [921,1332,1165,1527]
leopard-text-2: ಪ್ರದೇಶವಾದ ಮನ್ಸೂರ್ ಗ್ರಾಮದ ಕಡೆಗೆ ತೆರಳಿರಬಹುದು ಎಂದು ಅರಣ್ಯಾಧಿಕಾರಿ ಶಂಕಿಸಿದ್ದಾರೆ. ಚಿರತೆ ಹಳಿಯಾಳ ಅರಣ್ಯದಿಂದ ಆಹಾರ ಮತ್ತು ನೀರು ಹುಡುಕಿಕೊಂಡು ಬಂದಿರಬಹುದು ಎಂದು ಹೇಳಲಾಗಿದೆ. ಕರುವನ್ನು ಕಳೆದುಕೊಂಡ ರೈತನಿಗೆ ನಷ್ಟ ಪರಿಹಾರ ಕೊಡಿಸಲಾಗುವುದು. ಚಿರತೆ ಸೆರೆಗೆ ಬೋನು ಇರಿಸಿ ಕಾರ್ಯಾಚರಣೆ ನಡೆಸಲಾಗುವುದು. ಸಾರ್ವಜನಿಕರು ಆತಂಕಕ್ಕೆ ಒಳಗಾಗದೆ ಎಚ್ಚರದಿಂದ ಇರಬೇಕು ಎಂದು ಅರಣ್ಯ ಇಲಾಖೆ ಅಧಿಕಾರಿಗಳು ತಿಳಿಸಿದ್ದಾರೆ. ಈ ಪ್ರದೇಶದಲ್ಲಿ ಡ್ರೋನ್‌ಗಳನ್ನು ಬಳಸಿ ಚಿರತೆ ಪತ್ತೆಹಚ್ಚಲು ಪ್ರಯತ್ನಗಳನ್ನು ಮಾಡಲಾಗುತ್ತಿದೆ. [221,2028,577,2151]
elvish-headline: ವಿವಾದಾತ್ಮಕ ಯೂಟ್ಯೂಬರ್ ಎಲ್ವಿಶ್‌ಗೆ ಜಾಮೀನು ಮಂಜೂರು [754,790,1245,863]
somali-headline: 35 ಸೊಮಾಲಿಯಾ ಕಡಲ್ಗಳ್ಳರನ್ನು ಪೊಲೀಸರಿಗೆ ಒಪ್ಪಿಸಿದ ನೌಕಾಪಡೆ [40,791,586,822]
newspaper-logo: ಬದಲಾವಣೆ [616,36,901,121]
portrait-illustration [1170,1313,1360,1494]
campaign-group-illustration [289,1316,645,1530]
foreign-dates-sidebar [948,273,1253,777]
cmyk-label: CMYK [1288,2380,1335,2397]
congress-text-2: ಆನೆಕಾಲಿನವರ ಕಾರ್ಯಕ್ರಮಗಳನ್ನು ನೀಡಿದ ಮೋದಿ ಸರ್ಕಾರದ ಸುಳ್ಳು ಭರವಸೆಗಳನ್ನು ನಂಬಬಾರದು. ಈ ಬಾರಿ ದೇಶದಲ್ಲಿ ಮತ್ತೊಮ್ಮೆ ಕಾಂಗ್ರೆಸ್ ಸರ್ಕಾರ ಬರಲಿದೆ [288,1534,644,1567]
obituary-headline: ಮಾಜಿ ಸಂಸದ ಸಿ.ಪಿ ಮೂಡಲಗಿರಿಯಪ್ಪ ನಿಧನ [1021,1271,1413,1303]
toilet-case-photo [913,1806,1226,2052]
lead-byline: ಬದಲಾವಣೆ ಸುದ್ದಿ [47,310,123,326]
elvish-text-1: ನೊಯಿಡಾ: ಹಾವಿನ ವಿಷವನ್ನು ಮಾದಕ ವಸ್ತುವನ್ನಾಗಿ ಬಳಕೆ ಮಾಡಿದ ಆರೋಪದ ಮೇಲೆ ಬಂಧಿತರಾಗಿದ್ದ ವಿವಾದಾತ್ಮಕ ಯೂಟ್ಯೂಬರ್ ಎಲ್ವಿಶ್ ಯಾದವ್ ಅಲಿಯಾಸ್ ಸಿದ್ಧಾರ್ಥ್ ಯಾದವ್‌ಗೆ ನೊಯಿಡಾದ ಗೌತಮ ಬುದ್ಧ ನಗರ ನ್ಯಾಯಾಲಯವು ಶುಕ್ರವಾರ ಜಾಮೀನು ನೀಡಿದೆ. ಎಲ್ವಿಶ್ ತಾನು ಆಯೋಜಿಸುತ್ತಿದ್ದ ಪಾರ್ಟಿಗಳಲ್ಲಿ ಹಾವಿನ ವಿಷವನ್ನು ಮಾದಕ ವಸ್ತುವನ್ನಾಗಿ ಬಳಸುತ್ತಿದ್ದ ಆರೋಪದ ಮೇಲೆ ಕಳೆದ ಭಾನುವಾರ ನೊಯಿಡಾ ಪೊಲೀಸರು ಬಂಧಿಸಿದ್ದರು. ಎಲ್ವಿಶ್‌ಗೆ ಜಾಮೀನು ನೀಡುವ ಮೊದಲು ನ್ಯಾಯಾಲಯವು ಭದ್ರತೆಗಾಗಿ ತಲಾ ₹50,000ಗಳ ಎರಡು ಬಾಂಡ್ ಆಧಾರದ ಮೇಲೆ ಜಾಮೀನು ಮಂಜೂರು ಮಾಡಿದೆ. ಸದ್ಯ ನೊಯಿಡಾದ ಲಕ್ಸರ್ ಜೈಲಿನಲ್ಲಿರುವ ಎಲ್ವಿಶ್ ಜೈಲಿನಿಂದ ಹೊರಬರಲು ಸ್ವಲ್ಪ ಸಮಯ [735,902,988,1114]
udupi-text-2: ಅವರು ರೆಕಾರ್ಡ್ ಮಾಡಿದ ವಿಡಿಯೊದಲ್ಲಿ ಗೆಳತಿಯ ಬದಲಾಗಿ ಸಹಪಾಠಿ ಯುವತಿ ಇರುವುದು ಗೊತ್ತಾಗಿದೆ. ಕೂಡಲೇ ವಿಡಿಯೋ ಡಿಲೀಟ್ ಮಾಡಿದ ವಿದ್ಯಾರ್ಥಿನಿಯರು ಸಂತ್ರಸ್ತೆಗೆ ತಪ್ಪಾಗಿ ವಿಡಿಯೋ ಮಾಡಿರುವ ವಿಷಯ ತಿಳಿಸಿ ಕ್ಷಮೆ ಯಾಚಿಸಿದ್ದರು. ಬಳಿಕ ಈ ವಿಷಯ ಕಾಲೇಜಿನ ಆಡಳಿತ ಮಂಡಳಿಗೆ ಗೊತ್ತಾಗಿ, ಆಡಳಿತ ಮಂಡಳಿಯವರು ವಿದ್ಯಾರ್ಥಿನಿಯರನ್ನು ವಿಚಾರಣೆ ನಡೆಸಿ ಅಮಾನತು ಮಾಡಿದ್ದರು. ಸಂತ್ರಸ್ತೆ ವಿದ್ಯಾರ್ಥಿನಿ ಮತ್ತು ಆಕೆಯ ಪೋಷಕರು ದೂರು ನೀಡಿರಲಿಲ್ಲ. [913,2059,1225,2183]
right-byline: ಬದಲಾವಣೆ ಸುದ್ದಿ [1327,371,1403,387]
elvish-text-2: ತೆಗೆದುಕೊಳ್ಳಬಹುದು. ನಾವು ಕಾನೂನು ಪ್ರಕ್ರಿಯೆಯನ್ನು ಆರಂಭಿಸಿದ್ದೇವೆ. ಜಾಮೀನು ಬಾಂಡ್‌ಗಳ ಹಾಜರಾತಿ ಸ್ವೀಕಾರಾರ್ಥ ಅರ್ಜಿ ಸಲ್ಲಿಸಿದ್ದೇವೆ. ಏತನ್ಮಧ್ಯೆ ಅವರ ಅರ್ಜಿಯನ್ನು ಮಾಡಲಾಗಿದೆ. ಶುಕ್ರವಾರ ರಜಾ ದಿನ ಅಲ್ಲದ ಕಾರಣ ಎರಡು ದಿನಗಳ ಬಳಿಕ ಜಾಮೀನು ಪ್ರಕ್ರಿಯೆ ಪೂರ್ಣಗೊಳ್ಳಲಿದೆ. ಶನಿವಾರದಿಂದ ಹೋಳಿ ರಜೆಗಾಗಿ ನ್ಯಾಯಾಲಯ ಬಂದ್ ಆಗುವುದು ಎಂದು ಎಲ್ವಿಶ್ ಪರ ವಕೀಲ ಪ್ರಶಾಂತ್ ರಾಠಿ ತಿಳಿಸಿದ್ದಾರೆ. [997,1056,1264,1179]
masthead [0,0,1540,158]
lead-subhead: ರಂಜಾನ್ ತಿಂಗಳಲ್ಲಿ ನಗರದಲ್ಲೇ 500 ಟನ್‌ಗೂ ಹೆಚ್ಚು ಖರ್ಜೂರ ಮಾರಾಟದ ನಿರೀಕ್ಷೆ [205,265,762,288]
row4-rule [32,1632,1509,1633]
imprint-line: Edited, printed, Published and Owned by MANJUNATH G. GONDBAL At Vishwa Offset Printers and Publishers, Taluka Panchayath Complex, Koppal - 583 231. [55,2331,1485,2354]
sidebar-title: ವಿದೇಶಿ ಖರ್ಜೂರಕ್ಕೆ ಹೆಚ್ಚಿದ ಬೇಡಿಕೆ [958,282,1244,311]
somali-byline: ಬದಲಾವಣೆ ಸುದ್ದಿ [119,839,194,855]
moodalagiriyappa-portrait [1169,1312,1361,1495]
issue-date: ಮಾರ್ಚ್ 24-03-2024 [47,115,371,151]
row3-rule [32,1260,1509,1262]
dates-market-illustration [325,313,633,530]
leopard-illustration [222,1751,578,2020]
